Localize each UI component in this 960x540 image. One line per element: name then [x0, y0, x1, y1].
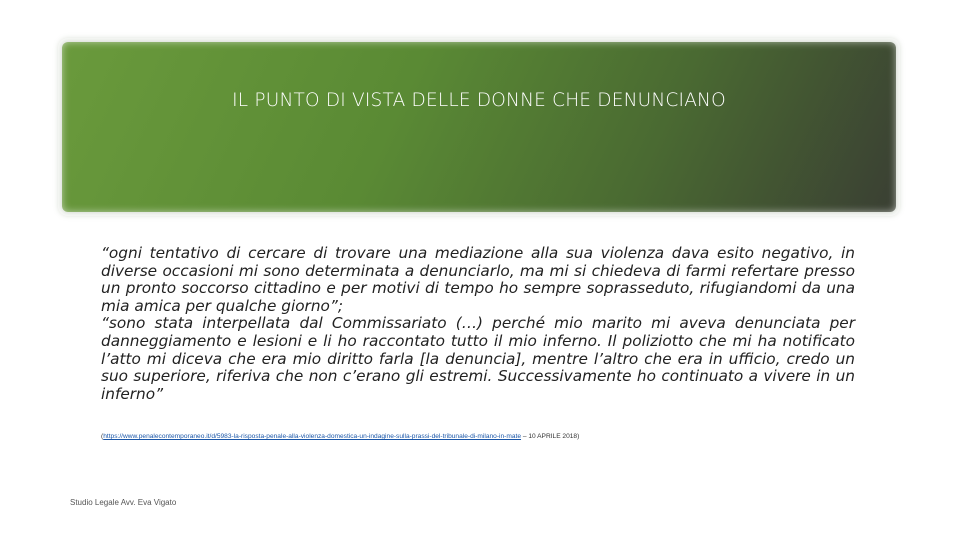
quote-1: “ogni tentativo di cercare di trovare una mediazione alla sua violenza dava esito negativo, in diverse occasioni mi sono determinata a denunciarlo, ma mi si chiedeva di farmi refertare presso un pronto soccorso cittadino e per motivi di tempo ho sempre soprasseduto, rifugiandomi da una mia amica per qualche giorno”;: [101, 244, 855, 315]
source-date: – 10 APRILE 2018): [521, 433, 580, 440]
quotes-block: [101, 245, 855, 403]
source-link[interactable]: https://www.penalecontemporaneo.it/d/5983-la-risposta-penale-alla-violenza-domestica-un-indagine-sulla-prassi-del-tribunale-di-milano-in-mate: [103, 433, 522, 440]
title-banner: [62, 42, 896, 212]
source-citation: [101, 433, 861, 440]
footer-text: Studio Legale Avv. Eva Vigato: [70, 498, 177, 507]
source-open-paren: (: [101, 433, 104, 440]
slide-title: IL PUNTO DI VISTA DELLE DONNE CHE DENUNCIANO: [232, 90, 726, 111]
quote-2: “sono stata interpellata dal Commissariato (…) perché mio marito mi aveva denunciata per danneggiamento e lesioni e li ho raccontato tutto il mio inferno. Il poliziotto che mi ha notificato l’atto mi diceva che era mio diritto farla [la denuncia], mentre l’altro che era in ufficio, credo un suo superiore, riferiva che non c’erano gli estremi. Successivamente ho continuato a vivere in un inferno”: [101, 314, 855, 403]
